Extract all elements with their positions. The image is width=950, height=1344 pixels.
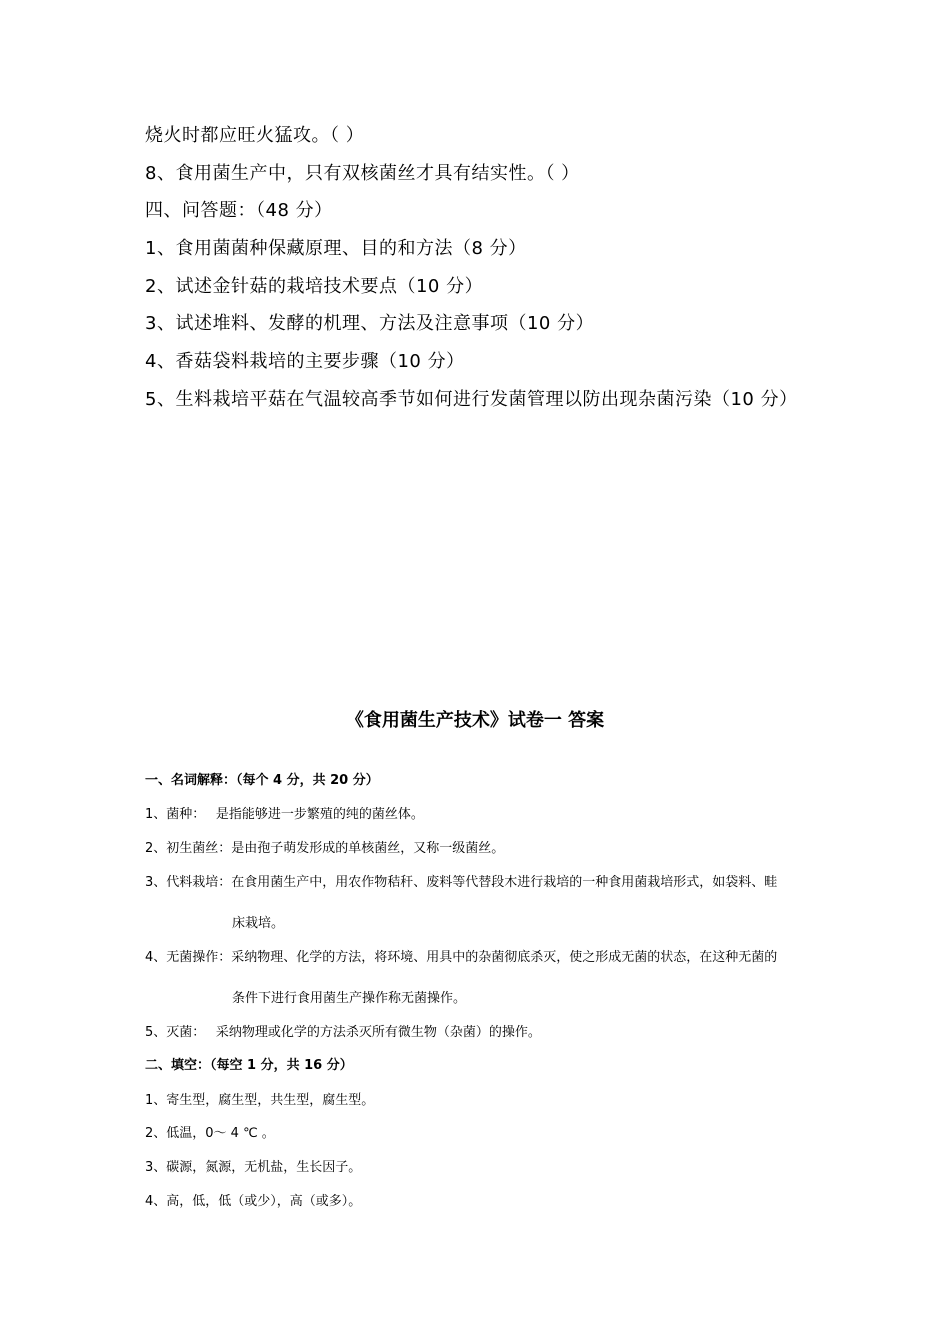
answer-section-1-title: 一、名词解释：（每个 4 分，共 20 分） bbox=[145, 773, 379, 788]
question-8: 8、食用菌生产中，只有双核菌丝才具有结实性。（ ） bbox=[145, 163, 580, 184]
answer-term-3-continuation: 床栽培。 bbox=[232, 916, 285, 931]
essay-question-3: 3、试述堆料、发酵的机理、方法及注意事项（10 分） bbox=[145, 313, 595, 334]
answer-term-4-continuation: 条件下进行食用菌生产操作称无菌操作。 bbox=[232, 991, 467, 1006]
answer-term-5: 5、灭菌： 采纳物理或化学的方法杀灭所有微生物（杂菌）的操作。 bbox=[145, 1025, 541, 1040]
essay-question-2: 2、试述金针菇的栽培技术要点（10 分） bbox=[145, 276, 484, 297]
fill-answer-3: 3、碳源，氮源，无机盐，生长因子。 bbox=[145, 1160, 362, 1175]
answer-term-2: 2、初生菌丝：是由孢子萌发形成的单核菌丝，又称一级菌丝。 bbox=[145, 841, 505, 856]
fill-answer-1: 1、寄生型，腐生型，共生型，腐生型。 bbox=[145, 1093, 375, 1108]
fill-answer-4: 4、高，低，低（或少），高（或多）。 bbox=[145, 1194, 362, 1209]
answer-term-1: 1、菌种： 是指能够进一步繁殖的纯的菌丝体。 bbox=[145, 807, 424, 822]
fill-answer-2: 2、低温，0～ 4 ℃ 。 bbox=[145, 1126, 275, 1141]
section-4-title: 四、问答题：（48 分） bbox=[145, 200, 333, 221]
answer-key-title: 《食用菌生产技术》试卷一 答案 bbox=[345, 710, 605, 731]
question-7-continuation: 烧火时都应旺火猛攻。（ ） bbox=[145, 125, 365, 146]
answer-section-2-title: 二、填空：（每空 1 分，共 16 分） bbox=[145, 1058, 353, 1073]
answer-term-3: 3、代料栽培：在食用菌生产中，用农作物秸秆、废料等代替段木进行栽培的一种食用菌栽培形式，如袋料、畦 bbox=[145, 875, 778, 890]
essay-question-5: 5、生料栽培平菇在气温较高季节如何进行发菌管理以防出现杂菌污染（10 分） bbox=[145, 389, 798, 410]
essay-question-1: 1、食用菌菌种保藏原理、目的和方法（8 分） bbox=[145, 238, 527, 259]
answer-term-4: 4、无菌操作：采纳物理、化学的方法，将环境、用具中的杂菌彻底杀灭，使之形成无菌的状态，在这种无菌的 bbox=[145, 950, 778, 965]
essay-question-4: 4、香菇袋料栽培的主要步骤（10 分） bbox=[145, 351, 465, 372]
